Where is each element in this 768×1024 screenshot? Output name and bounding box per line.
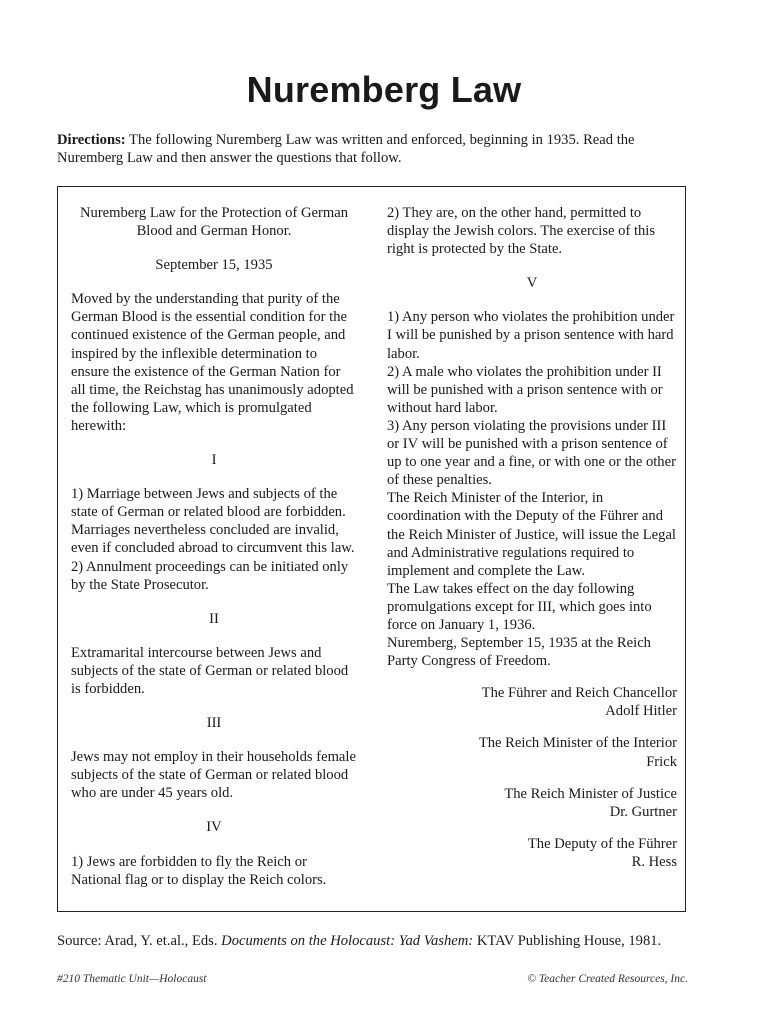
- law-date: September 15, 1935: [155, 257, 273, 274]
- section-4-paragraph-2: 2) They are, on the other hand, permitted to display the Jewish colors. The exercise of this right is protected by the State.: [387, 205, 656, 258]
- section-5-paragraph-1: 1) Any person who violates the prohibition under I will be punished by a prison sentence with hard labor.: [387, 309, 675, 362]
- page-title: Nuremberg Law: [246, 69, 522, 110]
- section-1-paragraph-1: 1) Marriage between Jews and subjects of the state of German or related blood are forbidden. Marriages nevertheless concluded are invalid, even if concluded abroad to circumvent this law.: [71, 486, 355, 557]
- footer-copyright: © Teacher Created Resources, Inc.: [527, 973, 688, 985]
- section-numeral-3: III: [206, 715, 222, 732]
- section-3-paragraph-1: Jews may not employ in their households female subjects of the state of German or related blood who are under 45 years old.: [71, 749, 356, 802]
- law-regulations: The Reich Minister of the Interior, in coordination with the Deputy of the Führer and the Reich Minister of Justice, will issue the Legal and Administrative regulations required to implement and complete the Law.: [387, 490, 676, 579]
- section-numeral-4: IV: [206, 819, 222, 836]
- law-document-box: [57, 186, 686, 912]
- law-left-column: [71, 204, 357, 889]
- signature-role: The Reich Minister of the Interior: [478, 735, 677, 752]
- law-place: Nuremberg, September 15, 1935 at the Reich Party Congress of Freedom.: [387, 635, 651, 670]
- directions-label: Directions:: [57, 132, 126, 148]
- source-work: Documents on the Holocaust: Yad Vashem:: [221, 933, 474, 949]
- signature-block: [387, 835, 677, 871]
- signature-name: Frick: [646, 753, 677, 770]
- signature-role: The Führer and Reich Chancellor: [481, 685, 677, 702]
- section-numeral-1: I: [211, 452, 217, 469]
- signature-role: The Reich Minister of Justice: [504, 785, 677, 802]
- section-numeral-2: II: [209, 610, 219, 627]
- section-5-paragraph-3: 3) Any person violating the provisions under III or IV will be punished with a prison sentence of up to one year and a fine, or with one or the other of these penalties.: [387, 417, 676, 489]
- section-5-paragraph-2: 2) A male who violates the prohibition under II will be punished with a prison sentence with or without hard labor.: [387, 363, 663, 416]
- source-citation: [57, 932, 737, 950]
- directions: [57, 131, 697, 167]
- signature-name: Dr. Gurtner: [609, 803, 677, 820]
- section-numeral-5: V: [526, 275, 538, 292]
- signature-role: The Deputy of the Führer: [527, 835, 677, 852]
- section-1-paragraph-2: 2) Annulment proceedings can be initiated only by the State Prosecutor.: [71, 558, 349, 593]
- signature-block: [387, 785, 677, 821]
- signature-name: R. Hess: [631, 853, 677, 870]
- signature-block: [387, 734, 677, 770]
- section-4-paragraph-1: 1) Jews are forbidden to fly the Reich or National flag or to display the Reich colors.: [71, 853, 327, 888]
- footer-unit-label: #210 Thematic Unit—Holocaust: [57, 973, 207, 985]
- source-publisher: KTAV Publishing House, 1981.: [476, 933, 662, 949]
- law-heading: Nuremberg Law for the Protection of German Blood and German Honor.: [79, 205, 348, 240]
- law-right-column: [387, 204, 677, 871]
- source-prefix: Source: Arad, Y. et.al., Eds.: [57, 933, 218, 949]
- signature-name: Adolf Hitler: [605, 703, 677, 720]
- law-effect: The Law takes effect on the day following promulgations except for III, which goes into force on January 1, 1936.: [387, 580, 652, 633]
- section-2-paragraph-1: Extramarital intercourse between Jews and subjects of the state of German or related blood is forbidden.: [71, 644, 349, 697]
- law-preamble: Moved by the understanding that purity of the German Blood is the essential condition for the continued existence of the German people, and inspired by the inflexible determination to ensure the existence of the German Nation for all time, the Reichstag has unanimously adopted the following Law, which is promulgated herewith:: [71, 291, 354, 434]
- directions-text: The following Nuremberg Law was written and enforced, beginning in 1935. Read the Nuremberg Law and then answer the questions that follow.: [57, 132, 635, 166]
- signature-block: [387, 684, 677, 720]
